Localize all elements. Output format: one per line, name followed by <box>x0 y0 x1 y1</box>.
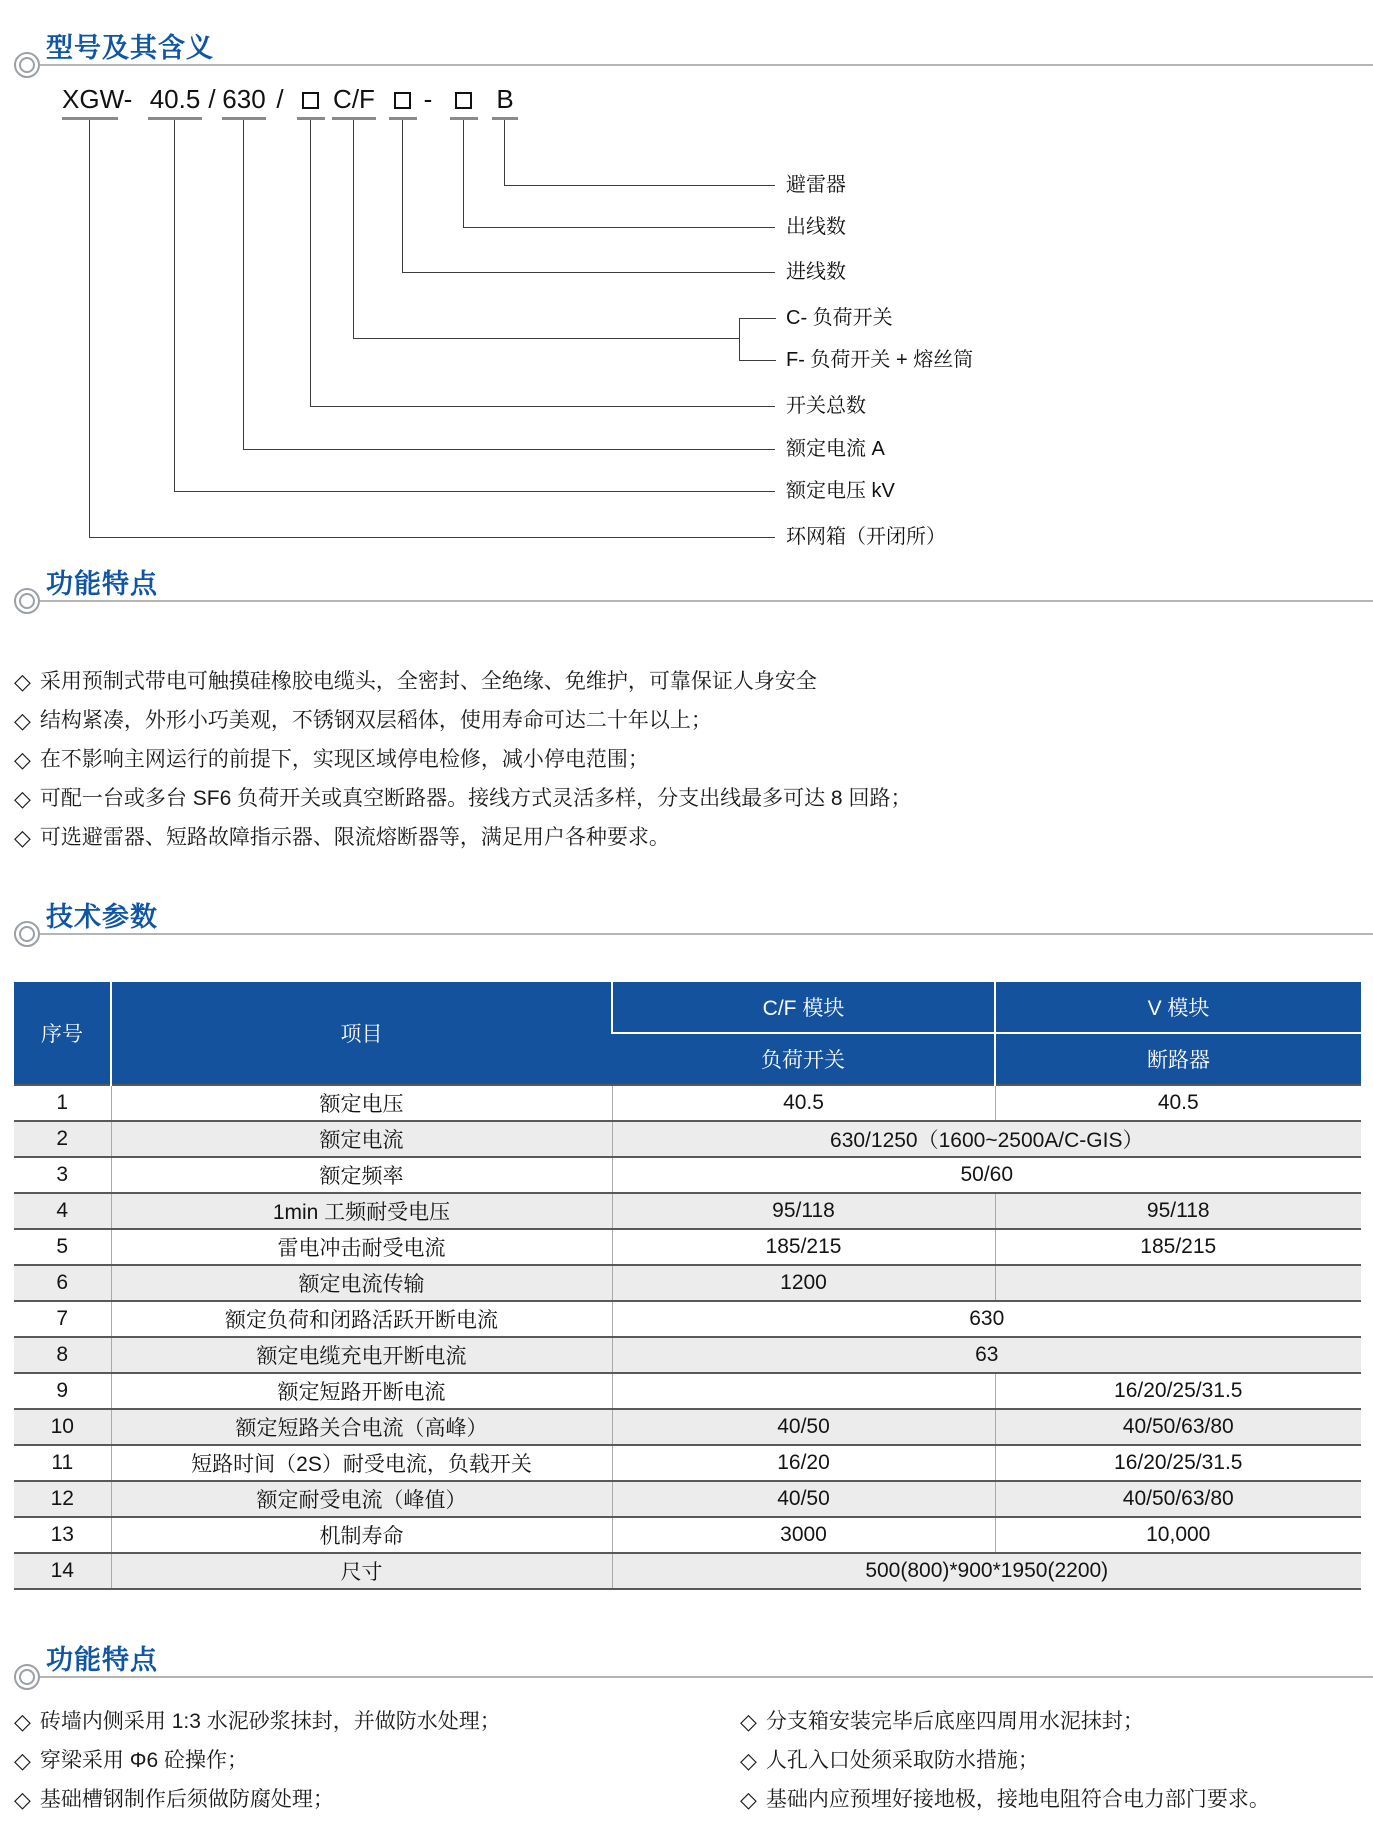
cf-value-cell: 40/50 <box>612 1409 995 1445</box>
code-underline <box>332 117 376 120</box>
cf-value-cell: 95/118 <box>612 1193 995 1229</box>
placeholder-box-icon <box>302 92 319 109</box>
row-number-cell: 7 <box>14 1301 111 1337</box>
feature-item <box>14 746 649 774</box>
connector-line-vertical <box>89 120 90 537</box>
item-name-cell: 尺寸 <box>111 1553 612 1589</box>
feature-item <box>740 1708 1144 1736</box>
row-number-cell: 2 <box>14 1121 111 1157</box>
model-code-voltage: 40.5 <box>149 84 201 114</box>
row-number-cell: 6 <box>14 1265 111 1301</box>
item-name-cell: 额定频率 <box>111 1157 612 1193</box>
feature-item <box>14 1747 248 1775</box>
merged-value-cell: 630/1250（1600~2500A/C-GIS） <box>612 1121 1361 1157</box>
diamond-bullet-icon: ◇ <box>14 786 31 811</box>
table-row <box>14 1373 1361 1409</box>
feature-text: 穿梁采用 Φ6 砼操作； <box>39 1749 249 1772</box>
v-value-cell: 40/50/63/80 <box>995 1481 1361 1517</box>
feature-item <box>14 1786 334 1814</box>
row-number-cell: 3 <box>14 1157 111 1193</box>
connector-line-vertical <box>353 120 354 338</box>
model-code-slash: / <box>276 84 284 114</box>
feature-text: 可选避雷器、短路故障指示器、限流熔断器等，满足用户各种要求。 <box>39 826 670 849</box>
section-ring-icon <box>14 1664 40 1690</box>
model-code-current: 630 <box>222 84 266 114</box>
model-code-suffix: B <box>496 84 514 114</box>
v-value-cell: 16/20/25/31.5 <box>995 1373 1361 1409</box>
item-name-cell: 额定电缆充电开断电流 <box>111 1337 612 1373</box>
feature-item <box>14 785 911 813</box>
col-header-load-switch: 负荷开关 <box>612 1033 995 1085</box>
diamond-bullet-icon: ◇ <box>14 1787 31 1812</box>
feature-text: 采用预制式带电可触摸硅橡胶电缆头，全密封、全绝缘、免维护，可靠保证人身安全 <box>39 670 817 693</box>
diamond-bullet-icon: ◇ <box>14 1748 31 1773</box>
placeholder-box-icon <box>394 92 411 109</box>
section-title-model: 型号及其含义 <box>46 33 214 63</box>
cf-value-cell: 40/50 <box>612 1481 995 1517</box>
diamond-bullet-icon: ◇ <box>14 747 31 772</box>
row-number-cell: 10 <box>14 1409 111 1445</box>
connector-bracket-stub <box>739 360 776 361</box>
col-header-no: 序号 <box>14 982 111 1085</box>
diamond-bullet-icon: ◇ <box>14 825 31 850</box>
section-ring-icon <box>14 52 40 78</box>
section-header-features-2 <box>0 1638 1373 1698</box>
model-label-rated-voltage: 额定电压 kV <box>786 480 895 502</box>
v-value-cell: 16/20/25/31.5 <box>995 1445 1361 1481</box>
model-code-manufacturer: XGW <box>62 84 125 114</box>
diamond-bullet-icon: ◇ <box>14 708 31 733</box>
v-value-cell: 40/50/63/80 <box>995 1409 1361 1445</box>
connector-line-vertical <box>463 120 464 227</box>
merged-value-cell: 50/60 <box>612 1157 1361 1193</box>
cf-value-cell: 1200 <box>612 1265 995 1301</box>
diamond-bullet-icon: ◇ <box>740 1787 757 1812</box>
placeholder-box-icon <box>455 92 472 109</box>
row-number-cell: 4 <box>14 1193 111 1229</box>
model-label-outgoing-lines: 出线数 <box>786 216 846 238</box>
section-header-model <box>0 26 1373 86</box>
row-number-cell: 9 <box>14 1373 111 1409</box>
connector-line-horizontal <box>89 537 775 538</box>
diamond-bullet-icon: ◇ <box>14 669 31 694</box>
model-label-incoming-lines: 进线数 <box>786 261 846 283</box>
row-number-cell: 11 <box>14 1445 111 1481</box>
table-row <box>14 1517 1361 1553</box>
model-label-rated-current: 额定电流 A <box>786 438 885 460</box>
connector-line-horizontal <box>402 272 775 273</box>
item-name-cell: 机制寿命 <box>111 1517 612 1553</box>
connector-line-vertical <box>243 120 244 449</box>
connector-line-horizontal <box>353 338 740 339</box>
cf-value-cell: 40.5 <box>612 1085 995 1121</box>
item-name-cell: 雷电冲击耐受电流 <box>111 1229 612 1265</box>
section-ring-icon <box>14 588 40 614</box>
row-number-cell: 5 <box>14 1229 111 1265</box>
code-underline <box>297 117 325 120</box>
table-row <box>14 1265 1361 1301</box>
v-value-cell: 185/215 <box>995 1229 1361 1265</box>
model-label-ring-network-box: 环网箱（开闭所） <box>786 526 946 548</box>
diamond-bullet-icon: ◇ <box>740 1748 757 1773</box>
diamond-bullet-icon: ◇ <box>14 1709 31 1734</box>
feature-text: 可配一台或多台 SF6 负荷开关或真空断路器。接线方式灵活多样，分支出线最多可达 8 回路； <box>39 787 912 810</box>
model-code-dash: - <box>123 84 133 114</box>
row-number-cell: 13 <box>14 1517 111 1553</box>
feature-item <box>740 1786 1270 1814</box>
code-underline <box>492 117 518 120</box>
feature-text: 在不影响主网运行的前提下，实现区域停电检修，减小停电范围； <box>39 748 649 771</box>
model-label-c-load-switch: C- 负荷开关 <box>786 307 893 329</box>
col-header-cf-module: C/F 模块 <box>612 982 995 1033</box>
row-number-cell: 1 <box>14 1085 111 1121</box>
feature-text: 人孔入口处须采取防水措施； <box>765 1749 1039 1772</box>
model-code-cf: C/F <box>333 84 375 114</box>
section-title-tech-params: 技术参数 <box>46 902 158 932</box>
item-name-cell: 额定短路开断电流 <box>111 1373 612 1409</box>
section-divider-line <box>40 1676 1373 1678</box>
v-value-cell: 40.5 <box>995 1085 1361 1121</box>
connector-bracket-stub <box>739 318 776 319</box>
connector-line-horizontal <box>243 449 775 450</box>
item-name-cell: 额定短路关合电流（高峰） <box>111 1409 612 1445</box>
feature-item <box>14 707 712 735</box>
section-ring-icon <box>14 921 40 947</box>
feature-text: 基础内应预埋好接地极，接地电阻符合电力部门要求。 <box>765 1788 1270 1811</box>
feature-text: 分支箱安装完毕后底座四周用水泥抹封； <box>765 1710 1144 1733</box>
table-row <box>14 1481 1361 1517</box>
connector-line-horizontal <box>174 491 775 492</box>
model-label-switch-total: 开关总数 <box>786 395 866 417</box>
diamond-bullet-icon: ◇ <box>740 1709 757 1734</box>
connector-line-horizontal <box>504 185 775 186</box>
item-name-cell: 额定电流传输 <box>111 1265 612 1301</box>
model-code-dash: - <box>423 84 433 114</box>
v-value-cell <box>995 1265 1361 1301</box>
table-row <box>14 1301 1361 1337</box>
col-header-breaker: 断路器 <box>995 1033 1361 1085</box>
cf-value-cell: 3000 <box>612 1517 995 1553</box>
code-underline <box>222 117 266 120</box>
table-row <box>14 1229 1361 1265</box>
connector-line-vertical <box>310 120 311 406</box>
item-name-cell: 额定耐受电流（峰值） <box>111 1481 612 1517</box>
item-name-cell: 额定负荷和闭路活跃开断电流 <box>111 1301 612 1337</box>
table-row <box>14 1193 1361 1229</box>
code-underline <box>450 117 478 120</box>
table-row <box>14 1157 1361 1193</box>
section-title-features-1: 功能特点 <box>46 569 158 599</box>
section-title-features-2: 功能特点 <box>46 1645 158 1675</box>
code-underline <box>62 117 118 120</box>
model-code-slash: / <box>208 84 216 114</box>
connector-line-horizontal <box>310 406 775 407</box>
feature-item <box>14 1708 501 1736</box>
tech-params-table <box>14 982 1361 1590</box>
item-name-cell: 额定电流 <box>111 1121 612 1157</box>
feature-text: 结构紧凑，外形小巧美观，不锈钢双层稻体，使用寿命可达二十年以上； <box>39 709 712 732</box>
connector-line-vertical <box>174 120 175 491</box>
section-divider-line <box>40 933 1373 935</box>
merged-value-cell: 630 <box>612 1301 1361 1337</box>
row-number-cell: 12 <box>14 1481 111 1517</box>
section-header-tech-params <box>0 895 1373 955</box>
table-row <box>14 1121 1361 1157</box>
item-name-cell: 1min 工频耐受电压 <box>111 1193 612 1229</box>
cf-value-cell: 185/215 <box>612 1229 995 1265</box>
cf-value-cell: 16/20 <box>612 1445 995 1481</box>
feature-item <box>14 824 670 852</box>
connector-line-horizontal <box>463 227 775 228</box>
v-value-cell: 95/118 <box>995 1193 1361 1229</box>
item-name-cell: 短路时间（2S）耐受电流，负载开关 <box>111 1445 612 1481</box>
col-header-item: 项目 <box>111 982 612 1085</box>
feature-item <box>14 668 817 696</box>
connector-line-vertical <box>402 120 403 272</box>
feature-item <box>740 1747 1039 1775</box>
col-header-v-module: V 模块 <box>995 982 1361 1033</box>
feature-text: 砖墙内侧采用 1:3 水泥砂浆抹封，并做防水处理； <box>39 1710 501 1733</box>
section-divider-line <box>40 64 1373 66</box>
table-row <box>14 1409 1361 1445</box>
cf-value-cell <box>612 1373 995 1409</box>
v-value-cell: 10,000 <box>995 1517 1361 1553</box>
section-header-features-1 <box>0 562 1373 622</box>
code-underline <box>148 117 202 120</box>
model-label-f-load-switch-fuse: F- 负荷开关 + 熔丝筒 <box>786 349 974 371</box>
feature-text: 基础槽钢制作后须做防腐处理； <box>39 1788 334 1811</box>
item-name-cell: 额定电压 <box>111 1085 612 1121</box>
code-underline <box>389 117 417 120</box>
row-number-cell: 14 <box>14 1553 111 1589</box>
merged-value-cell: 500(800)*900*1950(2200) <box>612 1553 1361 1589</box>
table-row <box>14 1337 1361 1373</box>
model-label-arrester: 避雷器 <box>786 174 846 196</box>
row-number-cell: 8 <box>14 1337 111 1373</box>
connector-bracket-vertical <box>739 318 740 361</box>
merged-value-cell: 63 <box>612 1337 1361 1373</box>
table-row <box>14 1553 1361 1589</box>
table-row <box>14 1085 1361 1121</box>
section-divider-line <box>40 600 1373 602</box>
connector-line-vertical <box>504 120 505 185</box>
table-row <box>14 1445 1361 1481</box>
